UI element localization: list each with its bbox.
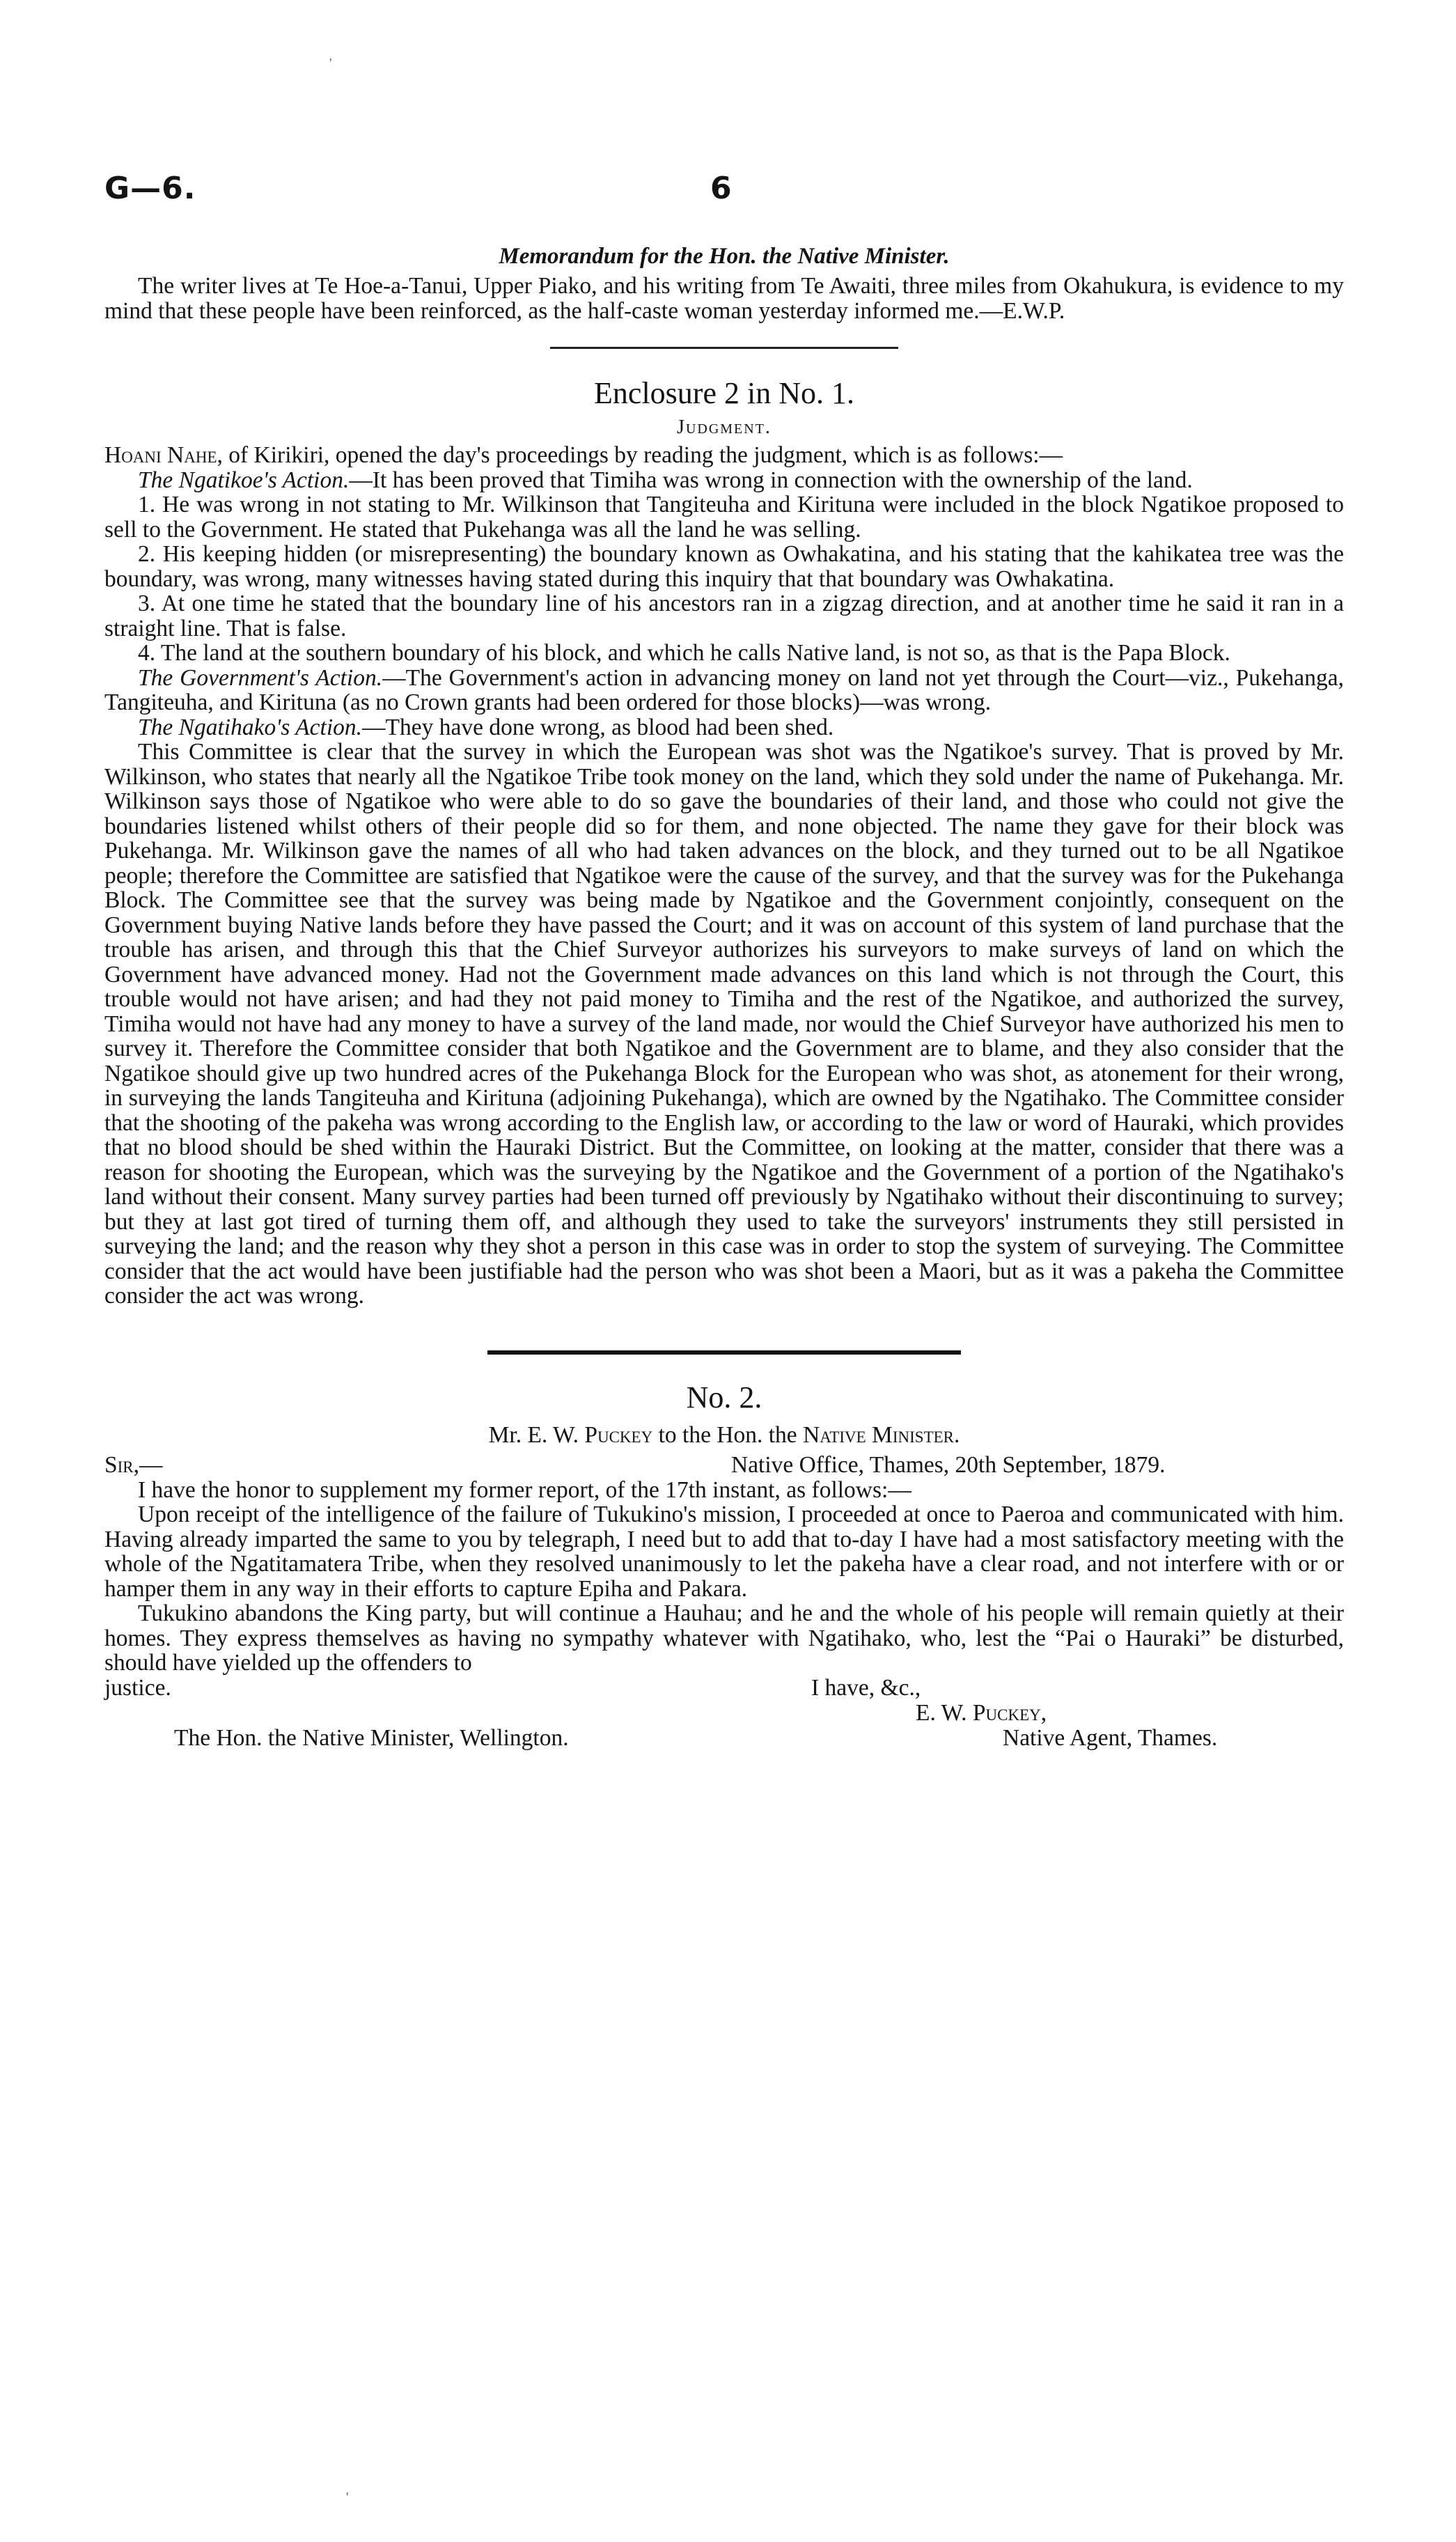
place-date: Native Office, Thames, 20th September, 1879. <box>731 1451 1166 1478</box>
page-number: 6 <box>710 171 732 206</box>
ngatikoe-action-label: The Ngatikoe's Action. <box>138 467 350 493</box>
speaker-name: Hoani Nahe <box>104 442 217 468</box>
judgment-item-3: 3. At one time he stated that the boundary line of his ancestors ran in a zigzag direction, and at another time he said it ran in a straight line. That is false. <box>104 591 1344 641</box>
letter-title-middle: to the Hon. the <box>652 1421 804 1448</box>
ngatihako-action-text: —They have done wrong, as blood had been shed. <box>362 714 834 740</box>
ngatihako-action <box>104 715 1344 740</box>
signature-name: E. W. Puckey, <box>916 1699 1047 1726</box>
series-code: G—6. <box>104 171 196 206</box>
addressee: The Hon. the Native Minister, Wellington. <box>174 1724 569 1751</box>
section-divider-thick <box>487 1350 961 1355</box>
ngatikoe-action <box>104 468 1344 493</box>
signature-line <box>104 1726 1344 1751</box>
ngatikoe-action-text: —It has been proved that Timiha was wrong in connection with the ownership of the land. <box>349 467 1193 493</box>
letter-section <box>104 1380 1344 1751</box>
letter-sender: Puckey <box>584 1421 653 1448</box>
closing: I have, &c., <box>811 1674 921 1701</box>
government-action-label: The Government's Action. <box>138 664 383 691</box>
section-divider <box>550 347 898 349</box>
enclosure-heading: Enclosure 2 in No. 1. <box>594 376 854 410</box>
memorandum-section <box>104 244 1344 323</box>
letter-title <box>104 1422 1344 1449</box>
letter-title-prefix: Mr. E. W. <box>488 1421 585 1448</box>
salutation: Sir,— <box>104 1451 163 1478</box>
memorandum-title: Memorandum for the Hon. the Native Minister. <box>499 244 950 269</box>
scan-speck-top: ' <box>329 56 332 71</box>
memorandum-body: The writer lives at Te Hoe-a-Tanui, Upper Piako, and his writing from Te Awaiti, three miles from Okahukura, is evidence to my mind that these people have been reinforced, as the half-caste woman yesterday informed me.—E.W.P. <box>104 273 1344 324</box>
signature-title: Native Agent, Thames. <box>1003 1724 1218 1751</box>
letter-paragraph-3-end: justice. <box>104 1674 171 1701</box>
letter-paragraph-2: Upon receipt of the intelligence of the failure of Tukukino's mission, I proceeded at once to Paeroa and communicated with him. Having already imparted the same to you by telegraph, I need but to add that to-day I have had a most satisfactory meeting with the whole of the Ngatitamatera Tribe, when they resolved unanimously to let the pakeha have a clear road, and not interfere with or or hamper them in any way in their efforts to capture Epiha and Pakara. <box>104 1502 1344 1602</box>
page-header <box>104 171 1344 212</box>
judgment-intro <box>104 443 1344 468</box>
letter-recipient: Native Minister. <box>803 1421 960 1448</box>
judgment-intro-text: , of Kirikiri, opened the day's proceedings by reading the judgment, which is as follows:— <box>217 442 1063 468</box>
scan-speck-bottom: ' <box>346 2490 349 2505</box>
judgment-item-2: 2. His keeping hidden (or misrepresenting) the boundary known as Owhakatina, and his stating that the kahikatea tree was the boundary, was wrong, many witnesses having stated during this inquiry that that boundary was Owhakatina. <box>104 541 1344 592</box>
ngatihako-action-label: The Ngatihako's Action. <box>138 714 362 740</box>
letter-paragraph-1: I have the honor to supplement my former report, of the 17th instant, as follows:— <box>138 1476 911 1503</box>
government-action-text: —The Government's action in advancing money on land not yet through the Court—viz., Pukehanga, Tangiteuha, and Kirituna (as no Crown grants had been ordered for those blocks)—was wrong. <box>104 664 1344 715</box>
letter-number-heading: No. 2. <box>686 1380 762 1414</box>
judgment-item-1: 1. He was wrong in not stating to Mr. Wilkinson that Tangiteuha and Kirituna were included in the block Ngatikoe proposed to sell to the Government. He stated that Pukehanga was all the land he was selling. <box>104 492 1344 543</box>
government-action <box>104 666 1344 715</box>
judgment-subheading: Judgment. <box>677 416 772 438</box>
judgment-item-4: 4. The land at the southern boundary of his block, and which he calls Native land, is not so, as that is the Papa Block. <box>138 640 1230 666</box>
closing-line <box>104 1676 1344 1701</box>
enclosure-section <box>104 375 1344 1309</box>
page-content <box>104 244 1344 1751</box>
salutation-line <box>104 1453 1344 1478</box>
letter-paragraph-3: Tukukino abandons the King party, but will continue a Hauhau; and he and the whole of his people will remain quietly at their homes. They express themselves as having no sympathy whatever with Ngatihako, who, lest the “Pai o Hauraki” be disturbed, should have yielded up the offenders to <box>104 1600 1344 1676</box>
committee-findings: This Committee is clear that the survey in which the European was shot was the Ngatikoe's survey. That is proved by Mr. Wilkinson, who states that nearly all the Ngatikoe Tribe took money on the land, which they sold under the name of Pukehanga. Mr. Wilkinson says those of Ngatikoe who were able to do so gave the boundaries of their land, and those who could not give the boundaries listened whilst others of their people did so for them, and none objected. The name they gave for their block was Pukehanga. Mr. Wilkinson gave the names of all who had taken advances on the block, and they turned out to be all Ngatikoe people; therefore the Committee are satisfied that Ngatikoe were the cause of the survey, and that the survey was for the Pukehanga Block. The Committee see that the survey was being made by Ngatikoe and the Government conjointly, consequent on the Government buying Native lands before they have passed the Court; and it was on account of this system of land purchase that the trouble has arisen, and through this that the Chief Surveyor authorizes his surveyors to make surveys of land on which the Government have advanced money. Had not the Government made advances on this land which is not through the Court, this trouble would not have arisen; and had they not paid money to Timiha and the rest of the Ngatikoe, and authorized the survey, Timiha would not have had any money to have a survey of the land made, nor would the Chief Surveyor have authorized his men to survey it. Therefore the Committee consider that both Ngatikoe and the Government are to blame, and they also consider that the Ngatikoe should give up two hundred acres of the Pukehanga Block for the European who was shot, as atonement for their wrong, in surveying the lands Tangiteuha and Kirituna (adjoining Pukehanga), which are owned by the Ngatihako. The Committee consider that the shooting of the pakeha was wrong according to the English law, or according to the law or word of Hauraki, which provides that no blood should be shed within the Hauraki District. But the Committee, on looking at the matter, consider that there was a reason for shooting the European, which was the surveying by the Ngatikoe and the Government of a portion of the Ngatihako's land without their consent. Many survey parties had been turned off previously by Ngatihako without their discontinuing to survey; but they at last got tired of turning them off, and although they used to take the surveyors' instruments they still persisted in surveying the land; and the reason why they shot a person in this case was in order to stop the system of surveying. The Committee consider that the act would have been justifiable had the person who was shot been a Maori, but as it was a pakeha the Committee consider the act was wrong. <box>104 739 1344 1309</box>
